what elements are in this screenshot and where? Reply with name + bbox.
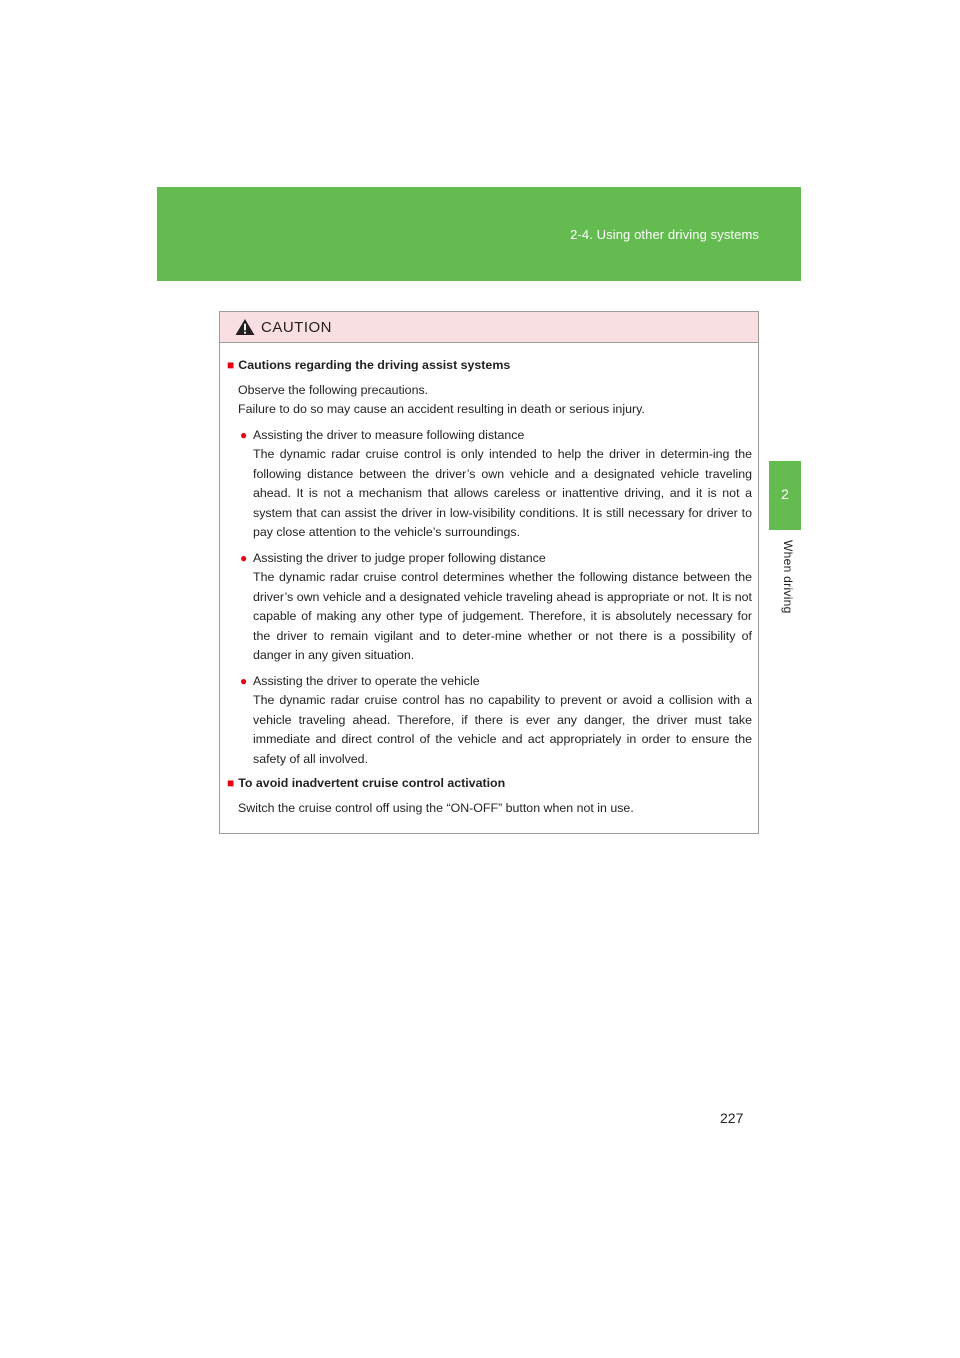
caution-title: CAUTION bbox=[261, 318, 332, 336]
side-tab-gap bbox=[769, 281, 801, 461]
bullet-title: Assisting the driver to judge proper following distance bbox=[253, 550, 546, 565]
warning-triangle-icon bbox=[234, 318, 256, 336]
intro-line: Switch the cruise control off using the “ON-OFF” button when not in use. bbox=[238, 800, 634, 815]
bullet-text: The dynamic radar cruise control has no capability to prevent or avoid a collision with a vehicle traveling ahead. Therefore, if there is ever any danger, the driver must take immediate and direct control of the vehicle and act appropriately in order to ensure the safety of all involved. bbox=[253, 693, 752, 766]
bullet-item bbox=[227, 426, 752, 543]
intro-line: Failure to do so may cause an accident resulting in death or serious injury. bbox=[238, 402, 645, 416]
circle-bullet-icon: ● bbox=[240, 673, 248, 688]
caution-body bbox=[220, 343, 758, 818]
bullet-title: Assisting the driver to operate the vehicle bbox=[253, 673, 480, 688]
bullet-content bbox=[253, 426, 752, 543]
square-bullet-icon: ■ bbox=[227, 358, 235, 372]
circle-bullet-icon: ● bbox=[240, 427, 248, 442]
bullet-text: The dynamic radar cruise control is only intended to help the driver in determin-ing the following distance between the driver’s own vehicle and a designated vehicle traveling ahead. It is not a mechanism that allows careless or inattentive driving, and it is not a system that can assist the driver in low-visibility conditions. It is still necessary for driver to pay close attention to the vehicle’s surroundings. bbox=[253, 447, 752, 539]
page-number: 227 bbox=[720, 1110, 744, 1126]
section-heading bbox=[227, 356, 752, 376]
caution-box bbox=[219, 311, 759, 834]
section-heading bbox=[227, 774, 752, 794]
caution-header bbox=[220, 312, 758, 343]
chapter-label: When driving bbox=[781, 540, 795, 614]
circle-bullet-icon: ● bbox=[240, 550, 248, 565]
bullet-content bbox=[253, 549, 752, 666]
section-heading-text: Cautions regarding the driving assist systems bbox=[238, 358, 511, 372]
bullet-title: Assisting the driver to measure following distance bbox=[253, 427, 525, 442]
section-title: 2-4. Using other driving systems bbox=[570, 227, 759, 242]
intro-line: Observe the following precautions. bbox=[238, 382, 429, 397]
bullet-content bbox=[253, 672, 752, 770]
bullet-item bbox=[227, 672, 752, 770]
bullet-text: The dynamic radar cruise control determines whether the following distance between the driver’s own vehicle and a designated vehicle traveling ahead is appropriate or not. It is not capable of making any other type of judgement. Therefore, it is absolutely necessary for the driver to remain vigilant and to deter-mine whether or not there is a possibility of danger in any given situation. bbox=[253, 570, 752, 662]
square-bullet-icon: ■ bbox=[227, 776, 235, 790]
section-heading-text: To avoid inadvertent cruise control activation bbox=[238, 776, 506, 790]
header-band bbox=[157, 187, 801, 281]
chapter-number: 2 bbox=[781, 486, 789, 502]
bullet-item bbox=[227, 549, 752, 666]
